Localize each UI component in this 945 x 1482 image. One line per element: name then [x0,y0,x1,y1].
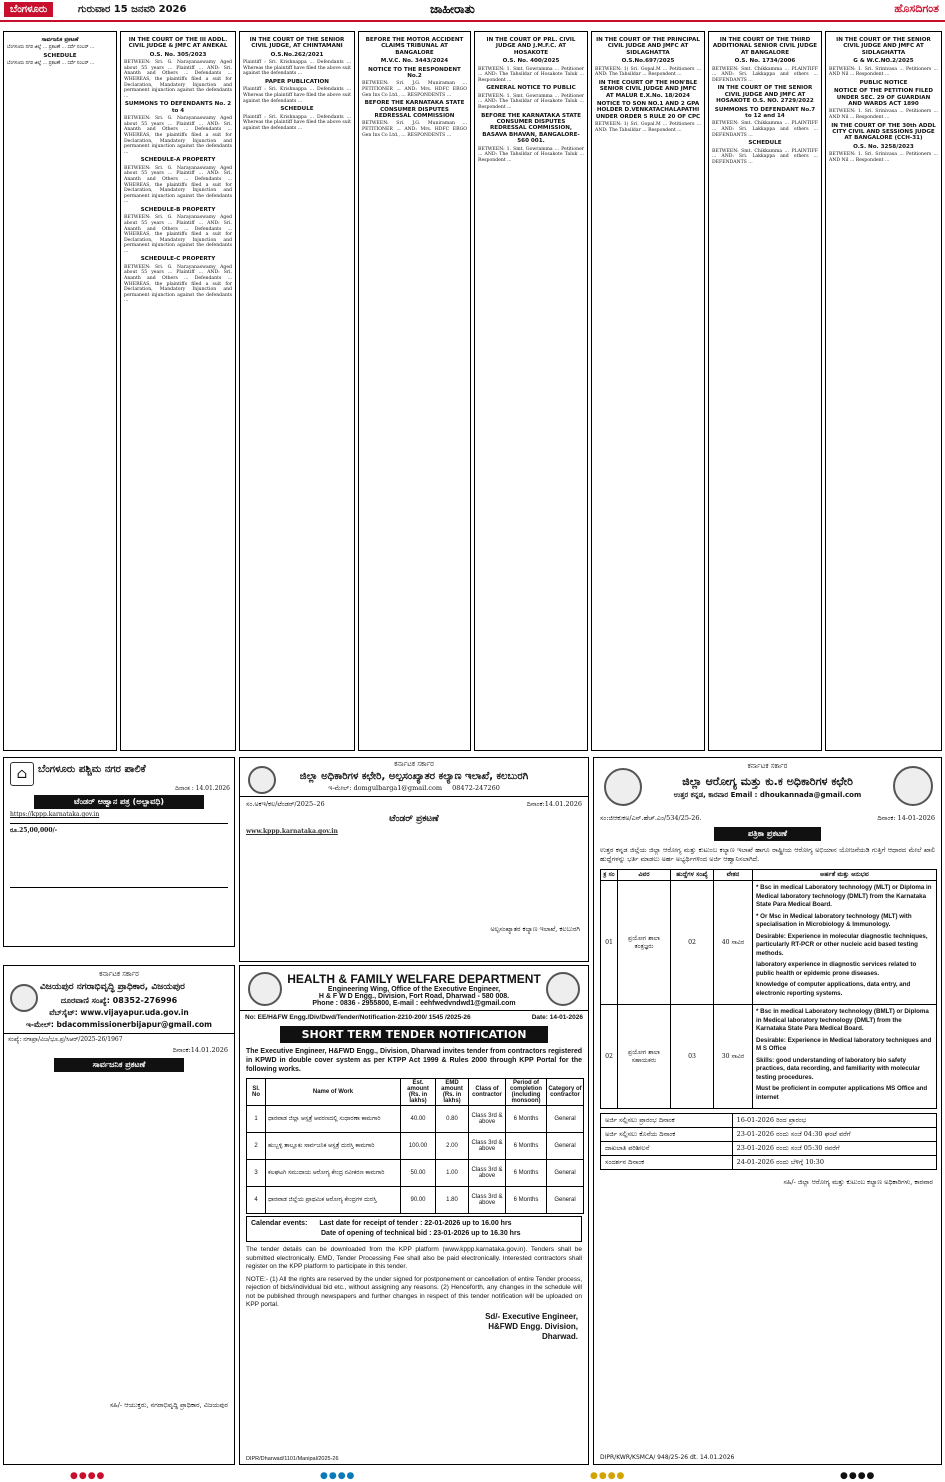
hfw-intro: The Executive Engineer, H&FWD Engg., Division, Dharwad invites tender from contractors registered in KPWD in double cover system as per KTPP Act 1999 & Rules 2000 through KPP Portal for the following works. [246,1048,582,1073]
schedule-heading: SCHEDULE-A PROPERTY [140,157,216,164]
col-header: Sl. No [247,1079,266,1106]
hfw-table-header [247,1079,584,1106]
table-cell: 1 [247,1106,266,1133]
vijayapura-date: ದಿನಾಂಕ:14.01.2026 [172,1046,228,1054]
qualification-line: knowledge of computer applications, data entry, and electronic reporting systems. [756,981,911,997]
table-row [247,1160,584,1187]
schedule-heading: SCHEDULE [280,106,314,113]
table-cell: 2.00 [436,1133,469,1160]
notice-body: BETWEEN: 1. Sri. Srinivasa ... Petitioners ... AND Nil ... Respondent ... [829,109,938,121]
court-heading: IN THE COURT OF THE 30th ADDL CITY CIVIL AND SESSIONS JUDGE AT BANGALORE (CCH-31) [831,122,936,142]
table-cell: ಹುಬ್ಬಳ್ಳಿ ತಾಲ್ಲೂಕು ಸಾರ್ವಜನಿಕ ಆಸ್ಪತ್ರೆ ದುರಸ್ತಿ ಕಾಮಗಾರಿ [266,1133,401,1160]
vijayapura-notice-bar: ಸಾರ್ವಜನಿಕ ಪ್ರಕಟಣೆ [54,1058,184,1072]
dho-notice-bar: ಪತ್ರಿಕಾ ಪ್ರಕಟಣೆ [714,827,821,841]
dho-title: ಜಿಲ್ಲಾ ಆರೋಗ್ಯ ಮತ್ತು ಕು.ಕ ಅಧಿಕಾರಿಗಳ ಕಛೇರಿ [682,775,853,788]
col-header: ಅರ್ಹತೆ ಮತ್ತು ಅನುಭವ [753,870,937,881]
kppp-link[interactable]: https://kppp.karnataka.gov.in [10,811,100,818]
bbmp-date: ದಿನಾಂಕ : 14.01.2026 [175,785,230,792]
vijayapura-title: ವಿಜಯಪುರ ನಗರಾಭಿವೃದ್ಧಿ ಪ್ರಾಧಿಕಾರ, ವಿಜಯಪುರ [40,982,185,992]
notice-column-1 [3,31,117,751]
paper-name: ಹೊಸದಿಗಂತ [894,2,939,15]
notice-column-8 [825,31,942,751]
kalaburagi-kppp-link[interactable]: www.kppp.karnataka.gov.in [246,828,338,835]
table-cell: 23-01-2026 ರಂದು ಸಂಜೆ 05:30 ರವರೆಗೆ [732,1142,936,1156]
table-cell: ಪ್ರಯೋಗ ಶಾಲಾ ತಂತ್ರಜ್ಞರು [618,881,671,1005]
dho-email-line: ಉತ್ತರ ಕನ್ನಡ, ಕಾರವಾರ Email : dhoukannada@gmail.com [673,791,862,799]
case-number: O.S.No.697/2025 [621,58,675,65]
hfw-ref: No: EE/H&FW Engg./Div/Dwd/Tender/Notification-2210-200/ 1545 /2025-26 [245,1014,471,1021]
hfw-cal1-value: : 22-01-2026 up to 16.00 hrs [420,1220,512,1227]
notice-body: Plaintiff : Sri. Krishnappa ... Defendants ... Whereas the plaintiff have filed the above suit against the defendants ... [243,114,351,131]
table-cell: ಧಾರವಾಡ ಜಿಲ್ಲಾ ಆಸ್ಪತ್ರೆ ಆವರಣದಲ್ಲಿ ಸುಧಾರಣಾ ಕಾಮಗಾರಿ [266,1106,401,1133]
notice-body: BETWEEN: Sri. J.G. Muniraman ... PETITIONER ... AND: Mrs. HDFC ERGO Gen Ins Co Ltd., ... RESPONDENTS ... [362,81,467,98]
col-header: Category of contractor [547,1079,584,1106]
qualification-cell [753,1005,937,1109]
notice-column-6 [591,31,705,751]
qualification-line: * Bsc in medical Laboratory technology (BMLT) or Diploma in Medical laboratory technology (DMLT) from the Karnataka State Para Medical Board. [756,1008,929,1032]
table-cell: 40.00 [401,1106,436,1133]
nhm-logo-icon [893,766,933,806]
court-heading: IN THE COURT OF THE SENIOR CIVIL JUDGE AND JMFC AT HOSAKOTE O.S. NO. 2729/2022 [716,85,814,105]
case-number: O.S. No. 305/2023 [149,51,207,58]
hfw-sub2: H & F W D Engg., Division, Fort Road, Dharwad - 580 008. [318,993,510,1000]
hfw-cal2-label: Date of opening of technical bid [321,1230,428,1237]
table-cell: 03 [671,1005,714,1109]
table-cell: 90.00 [401,1187,436,1214]
vijayapura-website[interactable]: ವೆಬ್‌ಸೈಟ್: www.vijayapur.uda.gov.in [49,1008,189,1017]
notice-body: BETWEEN: Sri. J.G. Muniraman ... PETITIONER ... AND: Mrs. HDFC ERGO Gen Ins Co Ltd., ... RESPONDENTS ... [362,121,467,138]
dho-recruitment-notice [593,757,942,1465]
hfw-tender-notice [239,965,589,1465]
bbmp-amount: ರೂ.25,00,000/- [10,827,58,834]
col-header: Est. amount (Rs. in lakhs) [401,1079,436,1106]
table-cell: 02 [671,881,714,1005]
vijayapura-ref: ಸಂಖ್ಯೆ: ನಗಾಪ್ರಾ/ವಿಜ/ಭೂ.ಪ್ರ/ಸಿಆರ್/2025-26/1967 [4,1033,234,1046]
dho-top: ಕರ್ನಾಟಕ ಸರ್ಕಾರ [747,762,788,770]
table-cell: 02 [601,1005,618,1109]
hfw-sub3: Phone : 0836 - 2955800, E-mail : eehfwedvndwd1@gmail.com [312,1000,516,1007]
notice-column-2 [120,31,236,751]
kalaburagi-tender-notice [239,757,589,962]
dho-ref: ಸಂ:ಜಿಆಕುಕಅ/ಎನ್.ಹೆಚ್.ಎಂ/534/25-26. [600,814,702,822]
bbmp-notice-bar: ಟೆಂಡರ್ ಆಹ್ವಾನ ಪತ್ರ (ಅಲ್ಪಾವಧಿ) [34,795,204,809]
col-header: Class of contractor [469,1079,506,1106]
bbmp-logo-icon: ⌂ [10,762,34,786]
table-cell: ಧಾರವಾಡ ಜಿಲ್ಲೆಯ ಪ್ರಾಥಮಿಕ ಆರೋಗ್ಯ ಕೇಂದ್ರಗಳ ದುರಸ್ತಿ [266,1187,401,1214]
notice-body: BETWEEN: Sri. G. Narayanaswamy Aged about 55 years ... Plaintiff ... AND: Sri. Ananth and Others ... Defendants ... WHEREAS, the plaintiffs filed a suit for Declaration, Mandatory Injunction and permanent injunction against the defendants ... [124,264,232,304]
bbmp-tender-notice [3,757,235,947]
schedule-heading: SCHEDULE [748,140,782,147]
table-cell: 6 Months [506,1106,547,1133]
court-heading: IN THE COURT OF THE PRINCIPAL CIVIL JUDGE AND JMFC AT SIDLAGHATTA [596,37,700,56]
hfw-dipr: DIPR/Dharwad/1101/Manipal/2025-26 [246,1456,339,1462]
table-cell: Class 3rd & above [469,1187,506,1214]
hfw-sign2: H&FWD Engg. Division, [488,1321,578,1331]
print-registration-dots: ●●●● [320,1471,356,1481]
table-cell: 1.80 [436,1187,469,1214]
court-heading: IN THE COURT OF PRL. CIVIL JUDGE AND J.M.F.C. AT HOSAKOTE [486,37,576,56]
dho-body: ಉತ್ತರ ಕನ್ನಡ ಜಿಲ್ಲೆಯ ಜಿಲ್ಲಾ ಆರೋಗ್ಯ ಮತ್ತು ಕುಟುಂಬ ಕಲ್ಯಾಣ ಇಲಾಖೆ ಹಾಗೂ ರಾಷ್ಟ್ರೀಯ ಆರೋಗ್ಯ ಅಭಿಯಾನ ಯೋಜನೆಯಡಿ ಗುತ್ತಿಗೆ ಆಧಾರದ ಮೇಲೆ ಖಾಲಿ ಹುದ್ದೆಗಳನ್ನು ಭರ್ತಿ ಮಾಡಲು ಅರ್ಹ ಅಭ್ಯರ್ಥಿಗಳಿಂದ ಅರ್ಜಿ ಆಹ್ವಾನಿಸಲಾಗಿದೆ. [600,846,935,863]
notice-column-4 [358,31,471,751]
table-row [601,1142,937,1156]
notice-heading: NOTICE TO THE RESPONDENT No.2 [368,66,461,80]
col-header: ವಿವರ [618,870,671,881]
case-number: M.V.C. No. 3443/2024 [380,58,449,65]
case-number: G & W.C.NO.2/2025 [853,58,914,65]
notice-body: BETWEEN: 1. Sri. Srinivasa ... Petitioners ... AND Nil ... Respondent ... [829,66,938,78]
table-cell: 100.00 [401,1133,436,1160]
notice-heading: GENERAL NOTICE TO PUBLIC [486,85,576,92]
table-row [247,1187,584,1214]
state-emblem-icon [248,766,276,794]
table-cell: General [547,1187,584,1214]
hfw-cal-title: Calendar events: [251,1220,308,1227]
dho-dipr: DIPR/KWR/KSMCA/ 948/25-26 dt. 14.01.2026 [600,1454,735,1461]
table-cell: 6 Months [506,1160,547,1187]
kalaburagi-title: ಜಿಲ್ಲಾ ಅಧಿಕಾರಿಗಳ ಕಛೇರಿ, ಅಲ್ಪಸಂಖ್ಯಾತರ ಕಲ್ಯಾಣ ಇಲಾಖೆ, ಕಲಬುರಗಿ [299,771,529,782]
vijayapura-top: ಕರ್ನಾಟಕ ಸರ್ಕಾರ [99,970,139,978]
notice-column-7 [708,31,822,751]
notice-body: BETWEEN: 1. Sri. Srinivasa ... Petitioners ... AND Nil ... Respondent ... [829,152,938,163]
notice-body: BETWEEN: 1. Smt. Gowramma ... Petitioner ... AND: The Tahsildar of Hosakote Taluk ... Respondent ... [478,146,584,163]
table-cell: 30 ಸಾವಿರ [714,1005,753,1109]
schedule-heading: SCHEDULE-B PROPERTY [140,206,216,213]
table-cell: ದಾಖಲಾತಿ ಪರಿಶೀಲನೆ [601,1142,733,1156]
dho-posts-table [600,869,937,1109]
col-header: ಕ್ರ ಸಂ [601,870,618,881]
court-heading: IN THE COURT OF THE THIRD ADDITIONAL SENIOR CIVIL JUDGE AT BANGALORE [712,37,818,56]
vijayapura-phone: ದೂರವಾಣಿ ಸಂಖ್ಯೆ: 08352-276996 [60,996,178,1005]
kalaburagi-ref: ಸಂ.ಅಕಇ/ಕಲ/ಟೆಂಡರ್/2025–26 [246,800,325,808]
col-header: Name of Work [266,1079,401,1106]
table-cell: Class 3rd & above [469,1160,506,1187]
table-cell: General [547,1160,584,1187]
table-cell: 50.00 [401,1160,436,1187]
notice-body: BETWEEN: Sri. G. Narayanaswamy Aged about 55 years ... Plaintiff ... AND: Sri. Ananth and Others ... Defendants ... WHEREAS, the plaintiffs filed a suit for Declaration, Mandatory Injunction and permanent injunction against the defendants ... [124,60,232,99]
notice-heading: PAPER PUBLICATION [265,79,329,85]
hfw-note2: NOTE:- (1) All the rights are reserved by the under signed for postponement or cancellation of entire Tender process, rejection of bids/individual bid etc., without assigning any reasons. (2) Henceforth, any changes in the schedule will not be published through newspapers and further changes in respect of this tender notification will be uploaded on KPP portal. [246,1275,582,1308]
notice-body: BETWEEN: 1. Smt. Gowramma ... Petitioner ... AND: The Tahsildar of Hosakote Taluk ... Respondent ... [478,93,584,110]
table-cell: 3 [247,1160,266,1187]
court-heading: IN THE COURT OF THE SENIOR CIVIL JUDGE AND JMFC AT SIDLAGHATTA [836,37,931,56]
table-row [247,1106,584,1133]
notice-heading: SUMMONS TO DEFENDANT No.7 to 12 and 14 [714,106,816,120]
section-title: ಜಾಹೀರಾತು [430,2,475,16]
kalaburagi-body [240,826,588,925]
court-heading: IN THE COURT OF THE III ADDL. CIVIL JUDGE & JMFC AT ANEKAL [128,37,228,50]
qualification-cell [753,881,937,1005]
kalaburagi-signatory: ಅಲ್ಪಸಂಖ್ಯಾತರ ಕಲ್ಯಾಣ ಇಲಾಖೆ, ಕಲಬುರಗಿ [490,925,580,933]
notice-heading: PUBLIC NOTICE [859,79,908,86]
vijayapura-body [4,1075,234,1399]
table-cell: 01 [601,881,618,1005]
table-cell: 2 [247,1133,266,1160]
case-number: O.S. No. 1734/2006 [734,58,796,65]
notice-body: BETWEEN: Smt. Chikkamma ... PLAINTIFF ... AND: Sri. Lakkappa and others ... DEFENDANTS ... [712,148,818,165]
notice-body: BETWEEN: Sri. G. Narayanaswamy Aged about 55 years ... Plaintiff ... AND: Sri. Ananth and Others ... Defendants ... WHEREAS, the plaintiffs filed a suit for Declaration, Mandatory Injunction and permanent injunction against the defendants ... [124,215,232,254]
vijayapura-email[interactable]: ಇ-ಮೇಲ್: bdacommissionerbijapur@gmail.com [26,1020,212,1029]
col-header: ವೇತನ [714,870,753,881]
hfw-sub1: Engineering Wing, Office of the Executive Engineer, [327,986,501,993]
notice-heading: SCHEDULE [43,53,77,59]
notice-body: BETWEEN: Sri. G. Narayanaswamy Aged about 55 years ... Plaintiff ... AND: Sri. Ananth and Others ... Defendants ... WHEREAS, the plaintiffs filed a suit for Declaration, Mandatory Injunction and permanent injunction against the defendants ... [124,165,232,205]
table-cell: Class 3rd & above [469,1106,506,1133]
kalaburagi-top: ಕರ್ನಾಟಕ ಸರ್ಕಾರ [394,760,434,768]
col-header: Period of completion (including monsoon) [506,1079,547,1106]
court-heading: BEFORE THE MOTOR ACCIDENT CLAIMS TRIBUNAL AT BANGALORE [365,37,464,56]
notice-heading: NOTICE TO SON NO.1 AND 2 GPA HOLDER D.VENKATACHALAPATHI UNDER ORDER 5 RULE 20 OF CPC [595,101,701,120]
dho-date: ದಿನಾಂಕ: 14-01-2026 [877,814,935,822]
court-heading: IN THE COURT OF THE SENIOR CIVIL JUDGE, AT CHINTAMANI [249,37,345,50]
dho-footer: ಸಹಿ/- ಜಿಲ್ಲಾ ಆರೋಗ್ಯ ಮತ್ತು ಕುಟುಂಬ ಕಲ್ಯಾಣ ಅಧಿಕಾರಿಗಳು, ಕಾರವಾರ [783,1178,933,1186]
table-row [601,881,937,1005]
table-cell: ಸಂದರ್ಶನ ದಿನಾಂಕ [601,1156,733,1170]
notice-body: Plaintiff : Sri. Krishnappa ... Defendants ... Whereas the plaintiff have filed the above suit against the defendants ... [243,87,351,104]
qualification-line: * Or Msc in Medical laboratory technology (MLT) with specialisation in Microbiology & Immunology. [756,912,912,928]
notice-body: ಬೆಂಗಳೂರು ನಗರ ಜಿಲ್ಲೆ ... ಪ್ರಕಟಣೆ ... ಸರ್ವೆ ನಂಬರ್ ... [7,61,95,67]
notice-heading: ಸಾರ್ವಜನಿಕ ಪ್ರಕಟಣೆ [41,37,79,43]
notice-body: Plaintiff : Sri. Krishnappa ... Defendants ... Whereas the plaintiff have filed the above suit against the defendants ... [243,60,351,77]
kalaburagi-date: ದಿನಾಂಕ:14.01.2026 [526,800,582,808]
qualification-line: Desirable: Experience in Medical laboratory techniques and M S Office [756,1036,932,1052]
hfw-cal1-label: Last date for receipt of tender [319,1220,419,1227]
hfw-note1: The tender details can be downloaded from the KPP platform (www.kppp.karnataka.gov.in). Tenders shall be submitted electronically. EMD, Tender Processing Fee shall also be paid electronically. Interested contractors shall register on the KPP platform to participate in this tender. [246,1246,582,1270]
qualification-line: Must be proficient in computer applications MS Office and internet [756,1085,928,1101]
table-row [601,1128,937,1142]
table-cell: 4 [247,1187,266,1214]
table-cell: General [547,1133,584,1160]
print-registration-dots: ●●●● [840,1471,876,1481]
nhm-logo-icon [546,972,580,1006]
table-cell: 6 Months [506,1187,547,1214]
table-cell: 24-01-2026 ರಂದು ಬೆಳಿಗ್ಗೆ 10:30 [732,1156,936,1170]
table-row [601,1156,937,1170]
table-row [247,1133,584,1160]
hfw-calendar [246,1216,582,1242]
table-cell: General [547,1106,584,1133]
hfw-title: HEALTH & FAMILY WELFARE DEPARTMENT [287,972,541,986]
dho-dates-table [600,1113,937,1170]
notice-body: BETWEEN: Smt. Chikkamma ... PLAINTIFF ... AND: Sri. Lakkappa and others ... DEFENDANTS ... [712,121,818,138]
court-heading: BEFORE THE KARNATAKA STATE CONSUMER DISPUTES REDRESSAL COMMISSION, BASAVA BHAVAN, BANGALORE-560 001. [481,112,581,145]
bbmp-body [4,809,234,890]
qualification-line: Skills: good understanding of laboratory bio safety practices, data recording, and familiarity with molecular testing procedures. [756,1056,921,1081]
table-cell: 40 ಸಾವಿರ [714,881,753,1005]
notice-body: BETWEEN: 1. Smt. Gowramma ... Petitioner ... AND: The Tahsildar of Hosakote Taluk ... Respondent ... [478,66,584,83]
table-cell: 23-01-2026 ರಂದು ಸಂಜೆ 04:30 ಘಂಟೆ ವರೆಗೆ [732,1128,936,1142]
table-cell: ಅರ್ಜಿ ಸಲ್ಲಿಸಲು ಪ್ರಾರಂಭ ದಿನಾಂಕ [601,1114,733,1128]
dho-table-header [601,870,937,881]
table-cell: ಕಲಘಟಗಿ ಸಮುದಾಯ ಆರೋಗ್ಯ ಕೇಂದ್ರ ನವೀಕರಣ ಕಾಮಗಾರಿ [266,1160,401,1187]
table-cell: 16-01-2026 ರಿಂದ ಪ್ರಾರಂಭ [732,1114,936,1128]
masthead [0,0,945,22]
case-number: O.S. No. 3258/2023 [853,143,914,150]
qualification-line: Desirable: Experience in molecular diagnostic techniques, particularly RT-PCR or other nucleic acid based testing methods. [756,932,928,957]
qualification-line: laboratory experience in diagnostic services related to public health or epidemic prone diseases. [756,961,917,977]
hfw-date: Date: 14-01-2026 [531,1014,583,1021]
table-cell: 0.80 [436,1106,469,1133]
col-header: EMD amount (Rs. in lakhs) [436,1079,469,1106]
notice-body: BETWEEN: 1) Sri. Gopal.M ... Petitioners ... AND: The Tahsildar ... Respondent ... [595,66,701,78]
notice-column-5 [474,31,588,751]
notice-body: BETWEEN: Smt. Chikkamma ... PLAINTIFF ... AND: Sri. Lakkappa and others ... DEFENDANTS ... [712,66,818,83]
health-logo-icon [248,972,282,1006]
col-header: ಹುದ್ದೆಗಳ ಸಂಖ್ಯೆ [671,870,714,881]
notice-heading: SUMMONS TO DEFENDANTS No. 2 to 4 [124,101,232,114]
hfw-works-table [246,1078,584,1214]
schedule-heading: SCHEDULE-C PROPERTY [140,256,216,263]
health-logo-icon [604,768,642,806]
table-row [601,1114,937,1128]
hfw-notice-bar: SHORT TERM TENDER NOTIFICATION [280,1026,548,1043]
court-heading: IN THE COURT OF THE HON'BLE SENIOR CIVIL JUDGE AND JMFC AT MALUR E.X.No. 18/2024 [598,79,698,99]
city-tag: ಬೆಂಗಳೂರು [4,2,53,17]
bbmp-title: ಬೆಂಗಳೂರು ಪಶ್ಚಿಮ ನಗರ ಪಾಲಿಕೆ [38,764,146,775]
kalaburagi-email: ಇ-ಮೇಲ್: domgulbarga1@gmail.com [328,784,443,792]
state-emblem-icon [10,984,38,1012]
notice-heading: NOTICE OF THE PETITION FILED UNDER SEC. 29 OF GUARDIAN AND WARDS ACT 1890 [833,88,934,108]
hfw-sign3: Dharwad. [541,1331,578,1341]
kalaburagi-notice-heading: ಟೆಂಡರ್ ಪ್ರಕಟಣೆ [389,814,439,824]
table-cell: ಅರ್ಜಿ ಸಲ್ಲಿಸಲು ಕೊನೆಯ ದಿನಾಂಕ [601,1128,733,1142]
notice-column-3 [239,31,355,751]
court-heading: BEFORE THE KARNATAKA STATE CONSUMER DISPUTES REDRESSAL COMMISSION [364,100,465,120]
notice-body: BETWEEN: 1) Sri. Gopal.M ... Petitioners ... AND: The Tahsildar ... Respondent ... [595,122,701,133]
notice-body: BETWEEN: Sri. G. Narayanaswamy Aged about 55 years ... Plaintiff ... AND: Sri. Ananth and Others ... Defendants ... WHEREAS, the plaintiffs filed a suit for Declaration, Mandatory Injunction and permanent injunction against the defendants ... [124,116,232,155]
kalaburagi-phone: 08472-247260 [452,784,500,792]
issue-date: ಗುರುವಾರ 15 ಜನವರಿ 2026 [78,4,187,15]
case-number: O.S. No. 400/2025 [502,58,560,65]
vijayapura-signatory: ಸಹಿ/- ಆಯುಕ್ತರು, ನಗರಾಭಿವೃದ್ಧಿ ಪ್ರಾಧಿಕಾರ, ವಿಜಯಪುರ [109,1401,228,1409]
case-number: O.S.No.262/2021 [270,51,324,58]
print-registration-dots: ●●●● [590,1471,626,1481]
table-cell: ಪ್ರಯೋಗ ಶಾಲಾ ಸಹಾಯಕರು [618,1005,671,1109]
table-cell: Class 3rd & above [469,1133,506,1160]
qualification-line: * Bsc in medical Laboratory technology (MLT) or Diploma in Medical laboratory technology (DMLT) from the Karnataka State Para Medical Board. [756,884,932,908]
notice-body: ಬೆಂಗಳೂರು ನಗರ ಜಿಲ್ಲೆ ... ಪ್ರಕಟಣೆ ... ಸರ್ವೆ ನಂಬರ್ ... [7,45,95,51]
table-cell: 1.00 [436,1160,469,1187]
print-registration-dots: ●●●● [70,1471,106,1481]
table-row [601,1005,937,1109]
hfw-sign1: Sd/- Executive Engineer, [485,1311,578,1321]
vijayapura-uda-notice [3,965,235,1465]
table-cell: 6 Months [506,1133,547,1160]
hfw-cal2-value: : 23-01-2026 up to 16.30 hrs [429,1230,521,1237]
